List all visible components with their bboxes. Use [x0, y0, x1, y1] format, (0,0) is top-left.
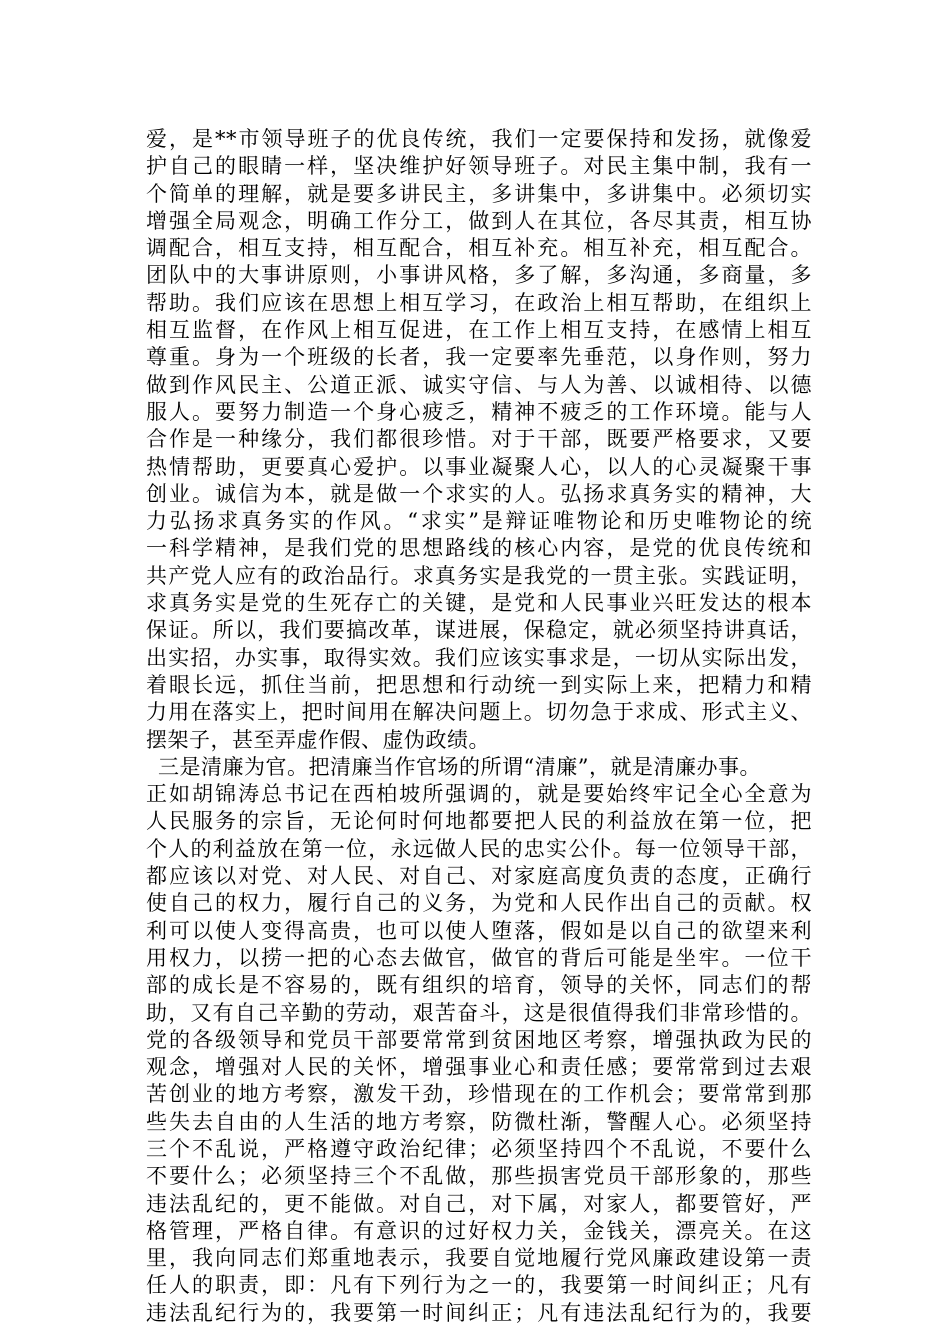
text-line: 里，我向同志们郑重地表示，我要自觉地履行党风廉政建设第一责: [146, 1246, 812, 1271]
text-line: 爱，是**市领导班子的优良传统，我们一定要保持和发扬，就像爱: [146, 127, 812, 151]
text-line: 合作是一种缘分，我们都很珍惜。对于干部，既要严格要求，又要: [146, 427, 812, 452]
text-line: 使自己的权力，履行自己的义务，为党和人民作出自己的贡献。权: [146, 891, 812, 916]
text-line: 都应该以对党、对人民、对自己、对家庭高度负责的态度，正确行: [146, 864, 812, 889]
text-line: 力弘扬求真务实的作风。“求实”是辩证唯物论和历史唯物论的统: [146, 509, 812, 534]
text-line: 服人。要努力制造一个身心疲乏，精神不疲乏的工作环境。能与人: [146, 399, 812, 424]
text-line: 创业。诚信为本，就是做一个求实的人。弘扬求真务实的精神，大: [146, 481, 812, 506]
text-line: 些失去自由的人生活的地方考察，防微杜渐，警醒人心。必须坚持: [146, 1109, 812, 1134]
text-line: 党的各级领导和党员干部要常常到贫困地区考察，增强执政为民的: [146, 1027, 812, 1052]
text-line: 增强全局观念，明确工作分工，做到人在其位，各尽其责，相互协: [146, 208, 812, 233]
text-line: 力用在落实上，把时间用在解决问题上。切勿急于求成、形式主义、: [146, 700, 812, 725]
text-line: 苦创业的地方考察，激发干劲，珍惜现在的工作机会；要常常到那: [146, 1082, 812, 1107]
text-line: 调配合，相互支持，相互配合，相互补充。相互补充，相互配合。: [146, 236, 812, 261]
text-line: 观念，增强对人民的关怀，增强事业心和责任感；要常常到过去艰: [146, 1055, 812, 1080]
text-line: 人民服务的宗旨，无论何时何地都要把人民的利益放在第一位，把: [146, 809, 812, 834]
text-line: 正如胡锦涛总书记在西柏坡所强调的，就是要始终牢记全心全意为: [146, 782, 812, 807]
text-line: 尊重。身为一个班级的长者，我一定要率先垂范，以身作则，努力: [146, 345, 812, 370]
text-line: 一科学精神，是我们党的思想路线的核心内容，是党的优良传统和: [146, 536, 812, 561]
text-line: 共产党人应有的政治品行。求真务实是我党的一贯主张。实践证明，: [146, 563, 812, 588]
text-line: 护自己的眼睛一样，坚决维护好领导班子。对民主集中制，我有一: [146, 154, 812, 179]
text-line: 保证。所以，我们要搞改革，谋进展，保稳定，就必须坚持讲真话，: [146, 618, 812, 643]
text-line: 三个不乱说，严格遵守政治纪律；必须坚持四个不乱说，不要什么: [146, 1136, 812, 1161]
paragraph-start-line: 三是清廉为官。把清廉当作官场的所谓“清廉”，就是清廉办事。: [158, 754, 761, 779]
text-line: 热情帮助，更要真心爱护。以事业凝聚人心，以人的心灵凝聚干事: [146, 454, 812, 479]
text-line: 格管理，严格自律。有意识的过好权力关，金钱关，漂亮关。在这: [146, 1218, 812, 1243]
text-line: 摆架子，甚至弄虚作假、虚伪政绩。: [146, 727, 490, 752]
text-line: 任人的职责，即：凡有下列行为之一的，我要第一时间纠正；凡有: [146, 1273, 812, 1298]
text-line: 违法乱纪行为的，我要第一时间纠正；凡有违法乱纪行为的，我要: [146, 1300, 812, 1325]
text-line: 部的成长是不容易的，既有组织的培育，领导的关怀，同志们的帮: [146, 973, 812, 998]
text-line: 出实招，办实事，取得实效。我们应该实事求是，一切从实际出发，: [146, 645, 812, 670]
text-line: 着眼长远，抓住当前，把思想和行动统一到实际上来，把精力和精: [146, 672, 812, 697]
text-line: 求真务实是党的生死存亡的关键，是党和人民事业兴旺发达的根本: [146, 591, 812, 616]
text-line: 利可以使人变得高贵，也可以使人堕落，假如是以自己的欲望来利: [146, 918, 812, 943]
text-line: 助，又有自己辛勤的劳动，艰苦奋斗，这是很值得我们非常珍惜的。: [146, 1000, 812, 1025]
text-line: 个人的利益放在第一位，永远做人民的忠实公仆。每一位领导干部，: [146, 836, 812, 861]
text-line: 做到作风民主、公道正派、诚实守信、与人为善、以诚相待、以德: [146, 372, 812, 397]
text-line: 帮助。我们应该在思想上相互学习，在政治上相互帮助，在组织上: [146, 290, 812, 315]
text-line: 个简单的理解，就是要多讲民主，多讲集中，多讲集中。必须切实: [146, 181, 812, 206]
text-line: 用权力，以捞一把的心态去做官，做官的背后可能是坐牢。一位干: [146, 945, 812, 970]
text-line: 团队中的大事讲原则，小事讲风格，多了解，多沟通，多商量，多: [146, 263, 812, 288]
body-text: [146, 126, 812, 1327]
text-line: 违法乱纪的，更不能做。对自己，对下属，对家人，都要管好，严: [146, 1191, 812, 1216]
text-line: 相互监督，在作风上相互促进，在工作上相互支持，在感情上相互: [146, 318, 812, 343]
text-line: 不要什么；必须坚持三个不乱做，那些损害党员干部形象的，那些: [146, 1164, 812, 1189]
